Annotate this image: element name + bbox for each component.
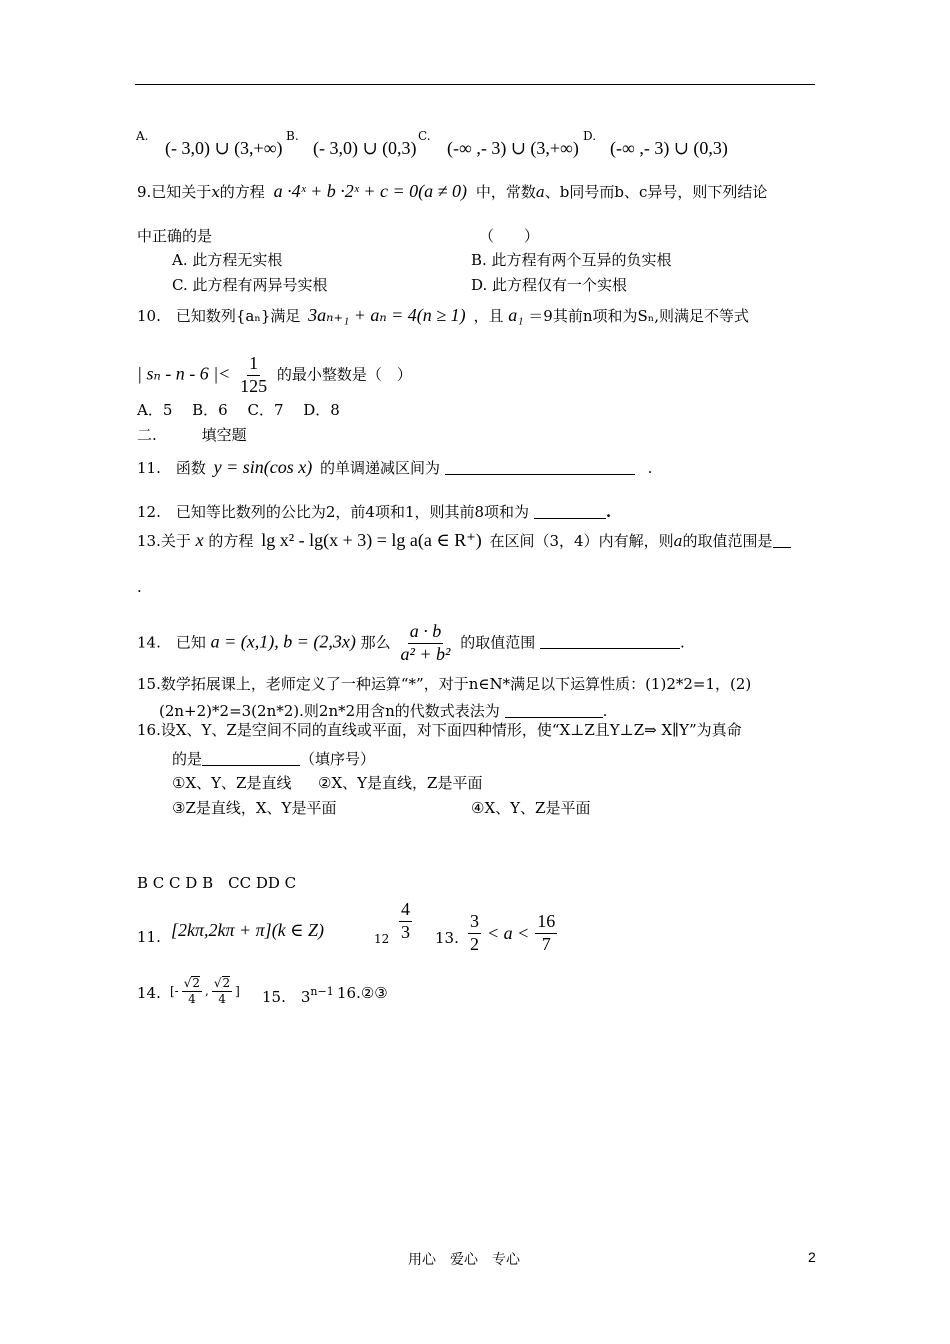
question-9-line-1: 9.已知关于x的方程 a ·4ˣ + b ·2ˣ + c = 0(a ≠ 0) 中，常数a、b同号而b、c异号，则下列结论 <box>137 181 768 201</box>
question-16-line-1: 16.设X、Y、Z是空间不同的直线或平面，对下面四种情形，使“X⊥Z且Y⊥Z⇒ X∥Y”为真命 <box>137 721 742 739</box>
answer-12-label: 12 <box>374 932 390 946</box>
q13-equation: lg x² - lg(x + 3) = lg a(a ∈ R⁺) <box>261 530 482 550</box>
q9-option-a: A. 此方程无实根 <box>172 251 283 269</box>
question-11: 11. 函数 y = sin(cos x) 的单调递减区间为 . <box>137 457 653 477</box>
q8-option-a-label: A. <box>136 129 149 143</box>
q14-vectors: a = (x,1), b = (2,3x) <box>210 631 356 652</box>
answer-11: [2kπ,2kπ + π](k ∈ Z) <box>171 920 324 940</box>
question-12: 12. 已知等比数列的公比为2，前4项和1，则其前8项和为 . <box>137 503 612 521</box>
question-10-line-1: 10. 已知数列{aₙ}满足 3aₙ₊₁ + aₙ = 4(n ≥ 1) ，且 a₁ ＝9其前n项和为Sₙ,则满足不等式 <box>137 305 750 325</box>
q16-option-3: ③Z是直线，X、Y是平面 <box>172 799 337 817</box>
q8-option-d-expr: (-∞ ,- 3) ∪ (0,3) <box>610 138 728 158</box>
q14-fraction: $\frac{a \cdot b}{\text{a² + b²}}$ <box>400 621 451 664</box>
q10-fraction: $\frac{1}{125}$ <box>240 353 268 396</box>
q9-option-b: B. 此方程有两个互异的负实根 <box>471 251 672 269</box>
q14-answer-blank <box>540 634 680 649</box>
answer-14-label: 14. <box>137 984 161 1002</box>
question-13-line-2: . <box>137 578 142 596</box>
q8-option-b-label: B. <box>286 129 299 143</box>
answers-choice: B C C D B CC DD C <box>137 874 297 892</box>
q16-answer-blank <box>202 751 300 766</box>
answer-14: [- $\frac{√2}{4}$ , $\frac{√2}{4}$ ] <box>170 976 240 1007</box>
q10-options: A．5 B．6 C．7 D．8 <box>137 401 340 419</box>
question-9-line-2: 中正确的是 <box>137 227 213 245</box>
page-footer: 用心 爱心 专心 <box>408 1252 520 1268</box>
q16-option-2: ②X、Y是直线，Z是平面 <box>318 774 483 792</box>
question-9-answer-paren: （ ） <box>479 227 540 245</box>
answer-16: 16.②③ <box>337 984 388 1002</box>
q8-option-a-expr: (- 3,0) ∪ (3,+∞) <box>165 138 283 158</box>
q16-option-1: ①X、Y、Z是直线 <box>172 774 292 792</box>
q10-equation: 3aₙ₊₁ + aₙ = 4(n ≥ 1) <box>308 305 466 325</box>
q10-inequality: | sₙ - n - 6 |< <box>137 363 231 384</box>
q11-equation: y = sin(cos x) <box>213 457 313 477</box>
q8-option-c-expr: (-∞ ,- 3) ∪ (3,+∞) <box>447 138 579 158</box>
question-10-line-2: | sₙ - n - 6 |< $\frac{1}{125}$ 的最小整数是（ ） <box>137 353 412 396</box>
q12-answer-blank <box>534 504 606 519</box>
answer-12: $\frac{4}{3}$ <box>401 899 410 942</box>
q9-option-c: C. 此方程有两异号实根 <box>172 276 328 294</box>
q11-answer-blank <box>445 460 635 475</box>
q13-answer-blank <box>773 533 791 548</box>
q8-option-d-label: D. <box>583 129 597 143</box>
q16-option-4: ④X、Y、Z是平面 <box>471 799 591 817</box>
question-14: 14. 已知 a = (x,1), b = (2,3x) 那么 $\frac{a \cdot b}{\text{a² + b²}}$ 的取值范围 . <box>137 621 685 664</box>
answer-13: $\frac{3}{2}$ < a < $\frac{16}{7}$ <box>470 911 556 954</box>
page-number: 2 <box>808 1249 816 1265</box>
question-13-line-1: 13.关于 x 的方程 lg x² - lg(x + 3) = lg a(a ∈ R⁺) 在区间（3，4）内有解，则a的取值范围是 <box>137 531 791 549</box>
answer-11-label: 11. <box>137 928 161 946</box>
answer-15: 15. $3^{n-1}$ <box>262 985 334 1006</box>
answer-13-label: 13. <box>435 929 459 947</box>
q8-option-b-expr: (- 3,0) ∪ (0,3) <box>313 138 417 158</box>
q9-equation: a ·4ˣ + b ·2ˣ + c = 0(a ≠ 0) <box>273 181 468 201</box>
q8-option-c-label: C. <box>418 129 431 143</box>
q9-option-d: D. 此方程仅有一个实根 <box>471 276 628 294</box>
question-16-line-2: 的是 （填序号） <box>172 750 376 768</box>
header-rule <box>135 84 815 85</box>
section-heading: 二. 填空题 <box>137 426 247 444</box>
question-15-line-2: (2n+2)*2=3(2n*2).则2n*2用含n的代数式表法为 . <box>159 702 608 720</box>
q15-answer-blank <box>505 703 603 718</box>
question-15-line-1: 15.数学拓展课上，老师定义了一种运算“*”，对于n∈N*满足以下运算性质：(1)2*2=1，(2) <box>137 675 752 693</box>
